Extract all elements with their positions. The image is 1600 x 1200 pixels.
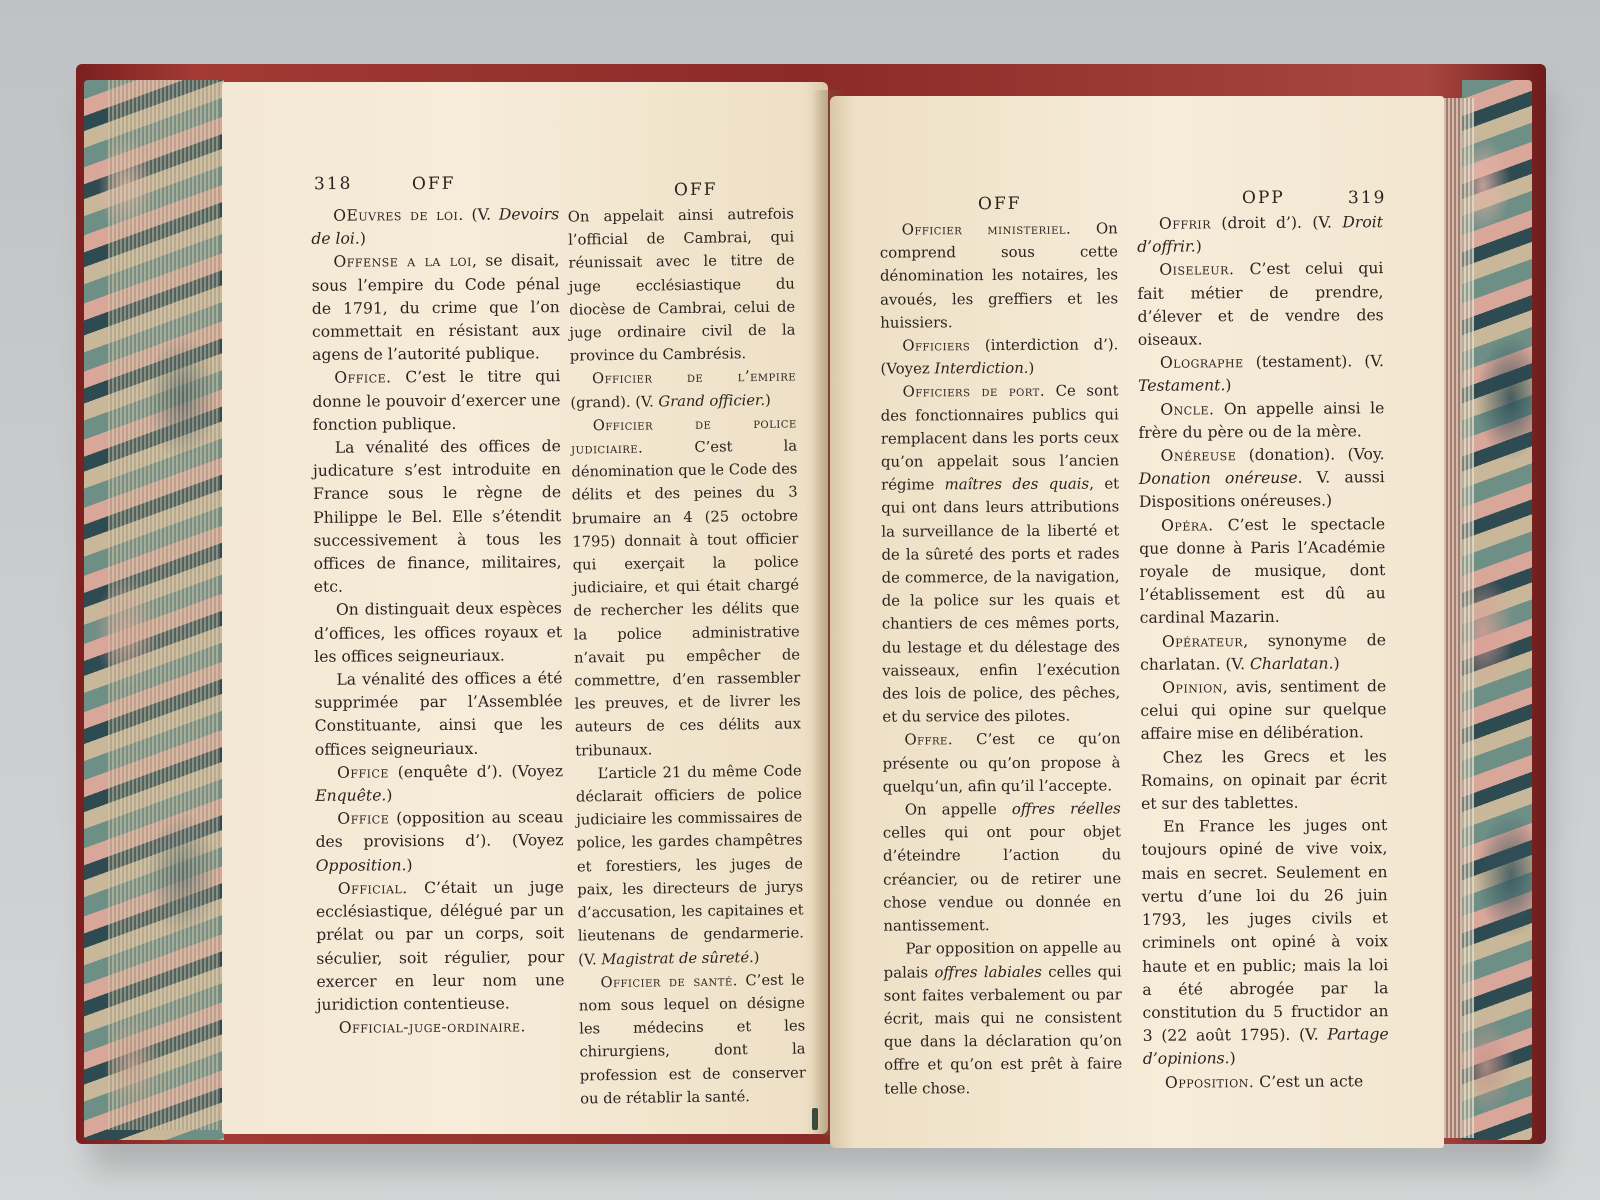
- bookmark-ribbon: [812, 1108, 818, 1130]
- entry-text: (droit d’). (V.: [1210, 213, 1343, 233]
- article-entry: [883, 937, 1122, 1101]
- entry-term: Opinion: [1162, 678, 1223, 697]
- article-entry: [1137, 211, 1383, 259]
- cross-reference: Charlatan.: [1249, 654, 1334, 673]
- entry-text: ): [1225, 376, 1232, 395]
- cross-reference: Opposition.: [315, 855, 407, 875]
- entry-text: Chez les Grecs et les Romains, on opinait par écrit et sur des tablettes.: [1140, 746, 1387, 813]
- entry-text: (V.: [463, 205, 499, 224]
- article-entry: [1137, 258, 1384, 353]
- entry-text: C’était un juge ecclésiastique, délégué par un prélat ou par un corps, soit séculier, soit régulier, pour exercer en leur nom une juridiction contentieuse.: [315, 878, 565, 1014]
- entry-text: La vénalité des offices a été supprimée par l’Assemblée Constituante, ainsi que les offices seigneuriaux.: [314, 669, 563, 759]
- left-page-column-1: [311, 203, 565, 1040]
- cross-reference: Magistrat de sûreté.: [601, 948, 754, 968]
- right-page-column-1: [880, 217, 1123, 1100]
- entry-term: Office: [336, 763, 389, 782]
- entry-text: On appelle: [904, 800, 1012, 819]
- entry-text: C’est le spectacle que donne à Paris l’Académie royale de musique, dont l’établissement est dû au cardinal Mazarin.: [1139, 514, 1386, 628]
- entry-text: ): [359, 229, 366, 248]
- entry-text: C’est celui qui fait métier de prendre, d’élever et de vendre des oiseaux.: [1137, 259, 1384, 349]
- page-number-right: 319: [1347, 187, 1387, 209]
- article-entry: [882, 728, 1120, 799]
- article-entry: [570, 365, 797, 415]
- article-entry: [314, 598, 562, 669]
- article-entry: [571, 411, 802, 762]
- entry-term: Officier de l’empire: [592, 367, 797, 388]
- entry-text: On comprend sous cette dénomination les notaires, les avoués, les greffiers et les huissiers.: [879, 219, 1119, 332]
- article-entry: [881, 380, 1121, 729]
- entry-term: Offre.: [904, 730, 954, 749]
- article-entry: [1143, 1070, 1389, 1095]
- cross-reference: offres réelles: [1011, 799, 1121, 819]
- entry-text: On distinguait deux espèces d’offices, les offices royaux et les offices seigneuriaux.: [314, 599, 563, 666]
- article-entry: [315, 760, 563, 808]
- entry-text: C’est le titre qui donne le pouvoir d’exercer une fonction publique.: [312, 367, 561, 434]
- entry-text: Ce sont des fonctionnaires publics qui remplacent dans les ports ceux qu’on appelait sous l’ancien régime: [880, 381, 1120, 494]
- entry-term: Official-juge-ordinaire.: [338, 1017, 526, 1037]
- entry-term: Opposition.: [1164, 1072, 1255, 1092]
- entry-text: La vénalité des offices de judicature s’est introduite en France sous le règne de Philippe le Bel. Elle s’étendit successivement à tous les offices de finance, militaires, etc.: [312, 437, 562, 597]
- entry-text: (interdiction d’). (Voyez: [880, 335, 1119, 378]
- article-entry: [313, 435, 562, 599]
- left-page: [222, 82, 828, 1134]
- entry-text: Par opposition on appelle au palais: [883, 938, 1122, 982]
- article-entry: [315, 806, 563, 877]
- article-entry: [316, 876, 565, 1017]
- page-edges-right: [1440, 98, 1474, 1138]
- entry-text: (enquête d’). (Voyez: [388, 762, 564, 782]
- entry-text: ): [753, 948, 760, 966]
- cross-reference: Donation onéreuse.: [1138, 468, 1303, 489]
- running-head-left-b: OFF: [673, 179, 718, 201]
- entry-term: Officiers de port.: [902, 382, 1046, 401]
- cross-reference: Interdiction.: [934, 359, 1029, 378]
- article-entry: [575, 759, 804, 971]
- article-entry: [1140, 675, 1386, 746]
- entry-text: ): [386, 786, 393, 805]
- article-entry: [568, 202, 796, 368]
- article-entry: [317, 1015, 565, 1040]
- entry-term: Officier ministeriel.: [901, 219, 1072, 239]
- entry-text: (opposition au sceau des provisions d’). (Voyez: [315, 808, 564, 852]
- entry-text: ): [1333, 654, 1340, 673]
- entry-text: C’est ce qu’on présente ou qu’on propose à quelqu’un, afin qu’il l’accepte.: [882, 729, 1121, 796]
- cross-reference: Partage d’opinions.: [1142, 1025, 1389, 1069]
- cross-reference: Enquête.: [315, 786, 387, 805]
- entry-text: , et qui ont dans leurs attributions la surveillance de la liberté et de la sûreté des ports et rades de commerce, de la navigation, de la police sur les quais et chantiers de ces mêmes ports, du lestage et du délestage des vaisseaux, enfin l’exécution des lois de police, des pêches, et du service des pilotes.: [881, 474, 1121, 726]
- entry-text: On appelait ainsi autrefois l’official de Cambrai, qui réunissait avec le titre de juge ecclésiastique du diocèse de Cambrai, celui de juge ordinaire civil de la province du Cambrésis.: [567, 205, 796, 365]
- article-entry: [1141, 745, 1387, 816]
- entry-term: OEuvres de loi.: [333, 205, 464, 225]
- cross-reference: offres labiales: [934, 962, 1042, 981]
- right-page-column-2: [1137, 211, 1389, 1094]
- entry-text: (donation). (Voy.: [1236, 445, 1385, 465]
- cross-reference: Droit d’offrir.: [1137, 213, 1384, 257]
- entry-text: ): [1229, 1049, 1236, 1068]
- running-head-right-a: OFF: [977, 193, 1022, 215]
- entry-text: On appelle ainsi le frère du père ou de la mère.: [1138, 398, 1385, 442]
- article-entry: [1139, 513, 1386, 631]
- entry-term: Oncle.: [1160, 399, 1215, 419]
- entry-text: celles qui sont faites verbalement ou par écrit, mais qui ne consistent que dans la déclaration qu’on offre et qu’on est prêt à faire telle chose.: [883, 961, 1123, 1098]
- entry-term: Office: [337, 809, 390, 828]
- running-head-right-b: OPP: [1241, 187, 1285, 209]
- article-entry: [1138, 350, 1384, 398]
- entry-text: , se disait, sous l’empire du Code pénal de 1791, du crime que l’on commettait en résistant aux agens de l’autorité publique.: [311, 251, 561, 365]
- entry-text: , avis, sentiment de celui qui opine sur quelque affaire mise en délibération.: [1140, 677, 1387, 744]
- article-entry: [311, 203, 559, 251]
- page-edges-left: [108, 80, 220, 1130]
- entry-text: ): [1195, 237, 1202, 256]
- article-entry: [1141, 814, 1389, 1071]
- entry-term: Offense a la loi: [333, 252, 473, 272]
- entry-term: Oiseleur.: [1159, 260, 1235, 280]
- entry-term: Officier de santé.: [600, 972, 738, 991]
- cross-reference: maîtres des quais: [944, 474, 1090, 494]
- entry-term: Opérateur: [1161, 631, 1244, 651]
- article-entry: [883, 797, 1122, 937]
- article-entry: [312, 366, 560, 437]
- entry-text: (testament). (V.: [1243, 352, 1385, 372]
- cross-reference: Grand officier.: [658, 391, 766, 410]
- entry-term: Officier de police judiciaire.: [570, 414, 797, 458]
- entry-text: C’est le nom sous lequel on désigne les médecins et les chirurgiens, dont la profession est de conserver ou de rétablir la santé.: [578, 971, 806, 1108]
- entry-text: L’article 21 du même Code déclarait officiers de police judiciaire les commissaires de police, les gardes champêtres et forestiers, les juges de paix, les directeurs de jurys d’accusation, les capitaines et lieutenans de gendarmerie. (V.: [575, 762, 804, 969]
- entry-term: Onéreuse: [1160, 446, 1237, 465]
- entry-term: Olographe: [1159, 353, 1244, 372]
- entry-text: C’est un acte: [1254, 1071, 1364, 1091]
- entry-term: Opéra.: [1161, 515, 1214, 535]
- article-entry: [1139, 443, 1385, 514]
- entry-term: Official.: [337, 879, 408, 898]
- article-entry: [314, 667, 563, 762]
- article-entry: [880, 333, 1118, 381]
- entry-text: ): [1028, 359, 1035, 378]
- right-page: [830, 96, 1444, 1148]
- running-head-left-a: OFF: [411, 173, 456, 195]
- entry-text: V. aussi Dispositions onéreuses.): [1138, 468, 1385, 512]
- left-page-column-2: [568, 202, 807, 1110]
- entry-term: Office.: [334, 368, 392, 388]
- cross-reference: Testament.: [1138, 376, 1226, 396]
- entry-text: C’est la dénomination que le Code des délits et des peines du 3 brumaire an 4 (25 octobre 1795) donnait à tout officier qui exerçait la police judiciaire, et qui était chargé de rechercher les délits que la police administrative n’avait pu empêcher de commettre, d’en rassembler les preuves, et de livrer les auteurs de ces délits aux tribunaux.: [571, 437, 802, 760]
- cross-reference: Devoirs de loi.: [311, 205, 560, 249]
- article-entry: [578, 968, 806, 1110]
- article-entry: [1138, 397, 1384, 445]
- page-number-left: 318: [313, 173, 353, 195]
- entry-text: En France les juges ont toujours opiné de vive voix, mais en secret. Seulement en vertu d’une loi du 26 juin 1793, les juges civils et criminels ont opiné à voix haute et en public; mais la loi a été abrogée par la constitution du 5 fructidor an 3 (22 août 1795). (V.: [1141, 816, 1389, 1045]
- entry-text: (grand). (V.: [570, 393, 659, 412]
- entry-term: Officiers: [902, 336, 971, 355]
- entry-text: ): [764, 391, 771, 409]
- article-entry: [1140, 629, 1386, 677]
- article-entry: [311, 250, 560, 368]
- entry-text: ): [406, 855, 413, 874]
- entry-text: , synonyme de charlatan. (V.: [1140, 630, 1386, 674]
- entry-text: celles qui ont pour objet d’éteindre l’action du créancier, ou de retirer une chose vendue ou donnée en nantissement.: [882, 822, 1122, 935]
- article-entry: [880, 217, 1119, 334]
- entry-term: Offrir: [1158, 214, 1212, 233]
